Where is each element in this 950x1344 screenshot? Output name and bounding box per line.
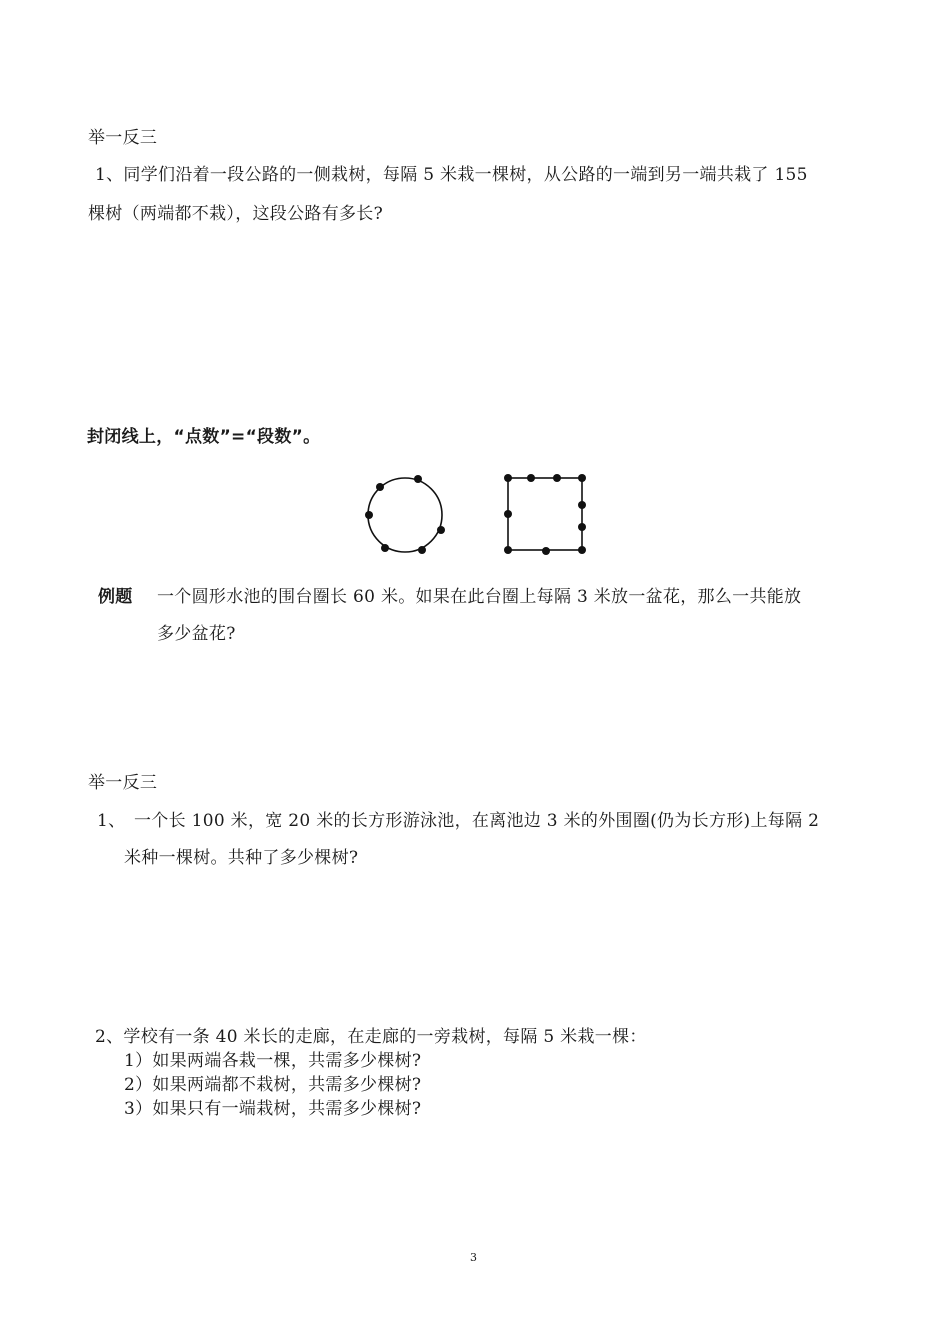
question-2-1-line-1: 一个长 100 米，宽 20 米的长方形游泳池，在离池边 3 米的外围圈(仍为长方形)上每隔 2 [134, 811, 820, 831]
closed-line-rule: 封闭线上，“点数”=“段数”。 [87, 427, 321, 447]
square-point [578, 474, 586, 482]
circle-point [414, 475, 422, 483]
circle-diagram [365, 475, 445, 554]
question-2-2-sub-3: 3）如果只有一端栽树，共需多少棵树? [124, 1099, 422, 1119]
circle-point [381, 544, 389, 552]
circle-point [437, 526, 445, 534]
square-diagram [504, 474, 586, 555]
circle-point [365, 511, 373, 519]
square-point [578, 501, 586, 509]
question-2-2-sub-2: 2）如果两端都不栽树，共需多少棵树? [124, 1075, 422, 1095]
square-point [504, 474, 512, 482]
square-point [527, 474, 535, 482]
square-point [553, 474, 561, 482]
question-2-2-stem: 2、学校有一条 40 米长的走廊，在走廊的一旁栽树，每隔 5 米栽一棵： [95, 1027, 647, 1047]
section-heading-1: 举一反三 [88, 128, 158, 148]
square-point [542, 547, 550, 555]
example-label: 例题 [98, 587, 133, 607]
circle-point [376, 483, 384, 491]
question-1-line-2: 棵树（两端都不栽），这段公路有多长? [88, 204, 384, 224]
section-heading-2: 举一反三 [88, 773, 158, 793]
question-2-1-number: 1、 [97, 811, 126, 831]
circle-point [418, 546, 426, 554]
square-point [578, 546, 586, 554]
square-outline [508, 478, 582, 550]
square-point [504, 546, 512, 554]
example-line-2: 多少盆花? [157, 624, 236, 644]
page-number: 3 [470, 1251, 478, 1264]
square-point [504, 510, 512, 518]
question-2-2-sub-1: 1）如果两端各栽一棵，共需多少棵树? [124, 1051, 422, 1071]
question-2-1-line-2: 米种一棵树。共种了多少棵树? [124, 848, 359, 868]
example-line-1: 一个圆形水池的围台圈长 60 米。如果在此台圈上每隔 3 米放一盆花，那么一共能放 [157, 587, 802, 607]
square-point [578, 523, 586, 531]
question-1-line-1: 1、同学们沿着一段公路的一侧栽树，每隔 5 米栽一棵树，从公路的一端到另一端共栽了 155 [95, 165, 808, 185]
